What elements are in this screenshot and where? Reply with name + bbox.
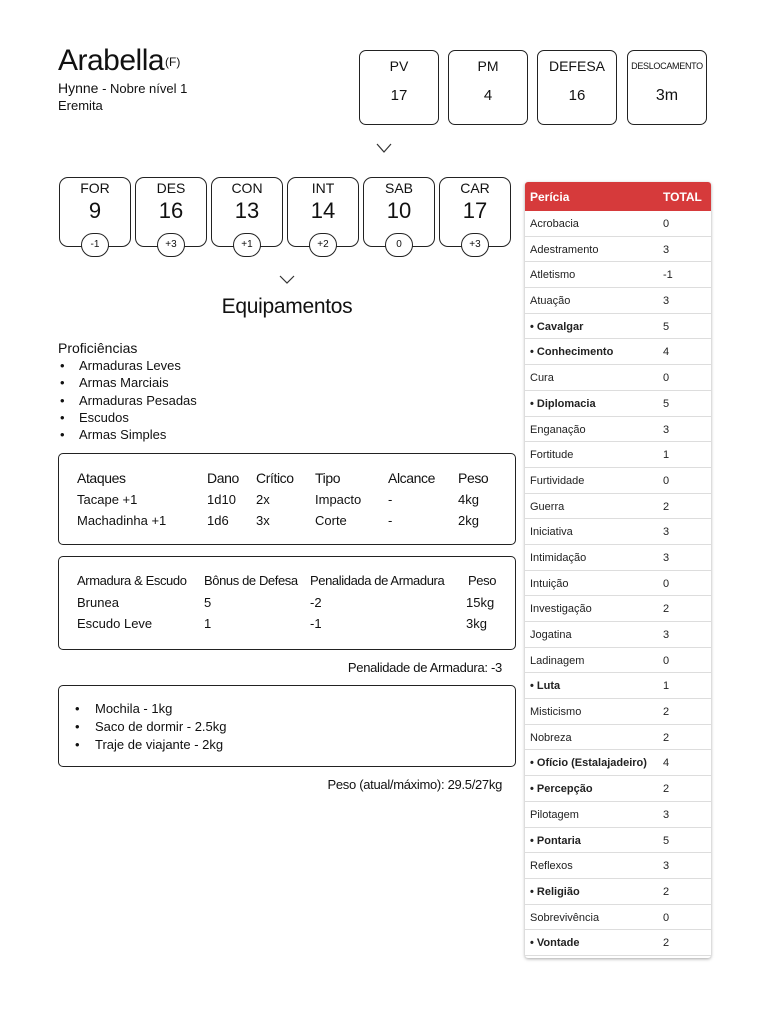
table-row (525, 365, 711, 391)
skill-total: 2 (663, 731, 670, 744)
armor-penalty-value: -3 (487, 660, 502, 675)
armor-cell: -2 (310, 595, 322, 610)
skill-name: Nobreza (530, 731, 572, 744)
armor-cell: 1 (204, 616, 212, 631)
skill-name: Atletismo (530, 269, 576, 282)
skill-total: 0 (663, 218, 670, 230)
armor-header-name: Armadura & Escudo (77, 573, 187, 588)
list-item: • Mochila - 1kg (75, 700, 227, 718)
armor-cell: Escudo Leve (77, 616, 153, 631)
table-row (525, 930, 711, 956)
attack-cell: 2kg (458, 513, 479, 528)
attacks-header-damage: Dano (207, 470, 239, 486)
items-list (75, 700, 227, 754)
attribute-value: 17 (462, 198, 488, 223)
skill-name: • Religião (530, 885, 580, 898)
attack-cell: 3x (256, 513, 270, 528)
armor-cell: 15kg (466, 595, 495, 610)
character-origin: Eremita (58, 98, 103, 113)
character-gender: (F) (165, 55, 181, 69)
skill-name: Acrobacia (530, 218, 579, 230)
armor-cell: 3kg (466, 616, 487, 631)
skill-total: 5 (663, 834, 670, 847)
skill-name: • Ofício (Estalajadeiro) (530, 757, 647, 770)
stat-label: PV (389, 58, 409, 74)
skills-header-total: TOTAL (663, 190, 702, 204)
list-item: • Traje de viajante - 2kg (75, 736, 227, 754)
attribute-label: SAB (384, 180, 413, 196)
skill-total: 0 (663, 577, 670, 590)
stat-label: DEFESA (548, 58, 605, 74)
table-row (525, 519, 711, 545)
skill-name: Furtividade (530, 474, 585, 487)
table-row (525, 288, 711, 314)
attribute-value: 16 (158, 198, 184, 223)
skill-name: • Percepção (530, 783, 593, 796)
attack-cell: 4kg (458, 492, 479, 507)
table-row (525, 545, 711, 571)
skill-total: 5 (663, 397, 670, 410)
skill-total: 3 (663, 423, 670, 436)
skill-total: 2 (663, 937, 670, 950)
skill-name: • Diplomacia (530, 397, 596, 410)
weight-label: Peso (atual/máximo): (327, 777, 445, 792)
table-row (525, 468, 711, 494)
table-row (525, 571, 711, 597)
skill-name: Reflexos (530, 860, 573, 873)
stat-pm-box (448, 50, 528, 125)
attacks-header-critical: Crítico (256, 470, 294, 486)
armor-header-weight: Peso (468, 573, 497, 588)
table-row (525, 699, 711, 725)
skill-total: 3 (663, 551, 670, 564)
skill-total: 3 (663, 243, 670, 256)
attribute-value: 13 (234, 198, 260, 223)
skill-total: 3 (663, 295, 670, 308)
attribute-modifier: +2 (309, 233, 337, 257)
table-row (525, 750, 711, 776)
table-row (525, 596, 711, 622)
skills-table-header (525, 182, 711, 211)
skill-total: 4 (663, 757, 670, 770)
skill-name: Fortitude (530, 449, 574, 462)
attribute-modifier: +3 (157, 233, 185, 257)
attribute-modifier: 0 (385, 233, 413, 257)
character-race: Hynne (58, 80, 99, 96)
skill-name: Ladinagem (530, 654, 585, 667)
skill-total: 3 (663, 629, 670, 641)
attack-cell: Tacape +1 (77, 492, 138, 507)
attribute-label: CAR (460, 180, 490, 196)
skill-name: Intimidação (530, 551, 587, 564)
skill-total: 2 (663, 603, 670, 616)
list-item: • Escudos (58, 409, 197, 426)
attacks-header-type: Tipo (315, 470, 341, 486)
table-row (525, 802, 711, 828)
skill-total: 3 (663, 808, 670, 821)
table-row (525, 905, 711, 931)
attribute-label: CON (231, 180, 263, 196)
skill-total: 2 (663, 783, 670, 796)
attribute-label: DES (156, 180, 186, 196)
list-item: • Armaduras Leves (58, 357, 197, 374)
skill-name: Atuação (530, 295, 571, 308)
attribute-value: 14 (310, 198, 336, 223)
table-row (525, 879, 711, 905)
table-row (525, 673, 711, 699)
skill-total: -1 (663, 269, 673, 282)
attack-cell: - (388, 492, 393, 507)
skill-name: • Cavalgar (530, 320, 584, 333)
armor-cell: -1 (310, 616, 322, 631)
table-row (525, 853, 711, 879)
skill-total: 0 (663, 474, 670, 487)
attack-cell: 2x (256, 492, 270, 507)
weight-summary (327, 777, 502, 792)
table-row (525, 417, 711, 443)
armor-penalty-label: Penalidade de Armadura: (347, 660, 488, 675)
table-row (525, 211, 711, 237)
skill-name: Iniciativa (530, 526, 573, 539)
attribute-label: FOR (80, 180, 110, 196)
list-item: • Armas Marciais (58, 374, 197, 391)
armor-panel (58, 556, 516, 650)
character-race-class (58, 80, 187, 96)
list-item: • Armas Simples (58, 426, 197, 443)
stat-deslocamento-box (627, 50, 707, 125)
skill-total: 2 (663, 500, 670, 513)
skill-total: 3 (663, 526, 670, 539)
equipment-title: Equipamentos (221, 295, 353, 318)
attribute-modifier: +1 (233, 233, 261, 257)
proficiencies-list (58, 357, 197, 443)
skill-name: Cura (530, 372, 554, 385)
attribute-label: INT (311, 180, 335, 196)
table-row (525, 442, 711, 468)
skill-name: Adestramento (530, 243, 599, 256)
skill-name: Guerra (530, 500, 565, 513)
skill-name: Pilotagem (530, 808, 579, 821)
armor-cell: 5 (204, 595, 212, 610)
attack-cell: 1d10 (207, 492, 236, 507)
stat-label: PM (477, 58, 499, 74)
skill-name: Intuição (530, 577, 569, 590)
header-divider (90, 138, 750, 158)
skill-total: 2 (663, 706, 670, 719)
skill-total: 2 (663, 885, 670, 898)
armor-header-penalty: Penalidada de Armadura (310, 573, 445, 588)
attack-cell: 1d6 (207, 513, 229, 528)
proficiencies-title: Proficiências (58, 340, 138, 356)
attack-cell: Corte (315, 513, 347, 528)
stat-value: 4 (483, 87, 493, 104)
attack-cell: Machadinha +1 (77, 513, 167, 528)
attributes-divider (90, 268, 520, 288)
skills-table-body (525, 211, 711, 956)
table-row (525, 494, 711, 520)
table-row (525, 262, 711, 288)
skill-name: Jogatina (530, 629, 572, 641)
skill-name: Investigação (530, 603, 592, 616)
skill-name: • Pontaria (530, 834, 581, 847)
skill-total: 0 (663, 654, 670, 667)
skills-table (525, 182, 711, 958)
armor-penalty-summary (348, 660, 502, 675)
table-row (525, 339, 711, 365)
character-name: Arabella (58, 44, 165, 77)
stat-defesa-box (537, 50, 617, 125)
skill-name: • Vontade (530, 937, 580, 950)
attacks-header-weight: Peso (458, 470, 489, 486)
list-item: • Saco de dormir - 2.5kg (75, 718, 227, 736)
attack-cell: Impacto (315, 492, 362, 507)
attribute-modifier: -1 (81, 233, 109, 257)
skill-total: 0 (663, 911, 670, 924)
stat-pv-box (359, 50, 439, 125)
character-class-level: - Nobre nível 1 (98, 81, 188, 96)
attack-cell: - (388, 513, 393, 528)
skills-header-skill: Perícia (530, 190, 570, 204)
table-row (525, 828, 711, 854)
armor-header-defense: Bônus de Defesa (204, 573, 298, 588)
skill-total: 1 (663, 680, 670, 693)
stat-value: 17 (390, 87, 408, 104)
attribute-modifier: +3 (461, 233, 489, 257)
table-row (525, 622, 711, 648)
table-row (525, 391, 711, 417)
table-row (525, 725, 711, 751)
armor-cell: Brunea (77, 595, 119, 610)
attribute-value: 9 (88, 198, 102, 223)
skill-total: 1 (663, 449, 670, 462)
table-row (525, 314, 711, 340)
skill-total: 0 (663, 372, 670, 385)
skill-name: Enganação (530, 423, 586, 436)
list-item: • Armaduras Pesadas (58, 392, 197, 409)
attacks-header-name: Ataques (77, 470, 126, 486)
table-row (525, 237, 711, 263)
skill-total: 5 (663, 320, 670, 333)
skill-total: 3 (663, 860, 670, 873)
skill-name: Misticismo (530, 706, 582, 719)
skill-name: • Conhecimento (530, 346, 614, 359)
stat-label: DESLOCAMENTO (631, 61, 703, 71)
attacks-header-range: Alcance (388, 470, 436, 486)
skill-name: • Luta (530, 680, 561, 693)
table-row (525, 648, 711, 674)
table-row (525, 776, 711, 802)
attribute-value: 10 (386, 198, 412, 223)
stat-value: 3m (655, 87, 679, 104)
stat-value: 16 (568, 87, 586, 104)
weight-value: 29.5/27kg (444, 777, 502, 792)
skill-name: Sobrevivência (530, 911, 600, 924)
skill-total: 4 (663, 346, 670, 359)
